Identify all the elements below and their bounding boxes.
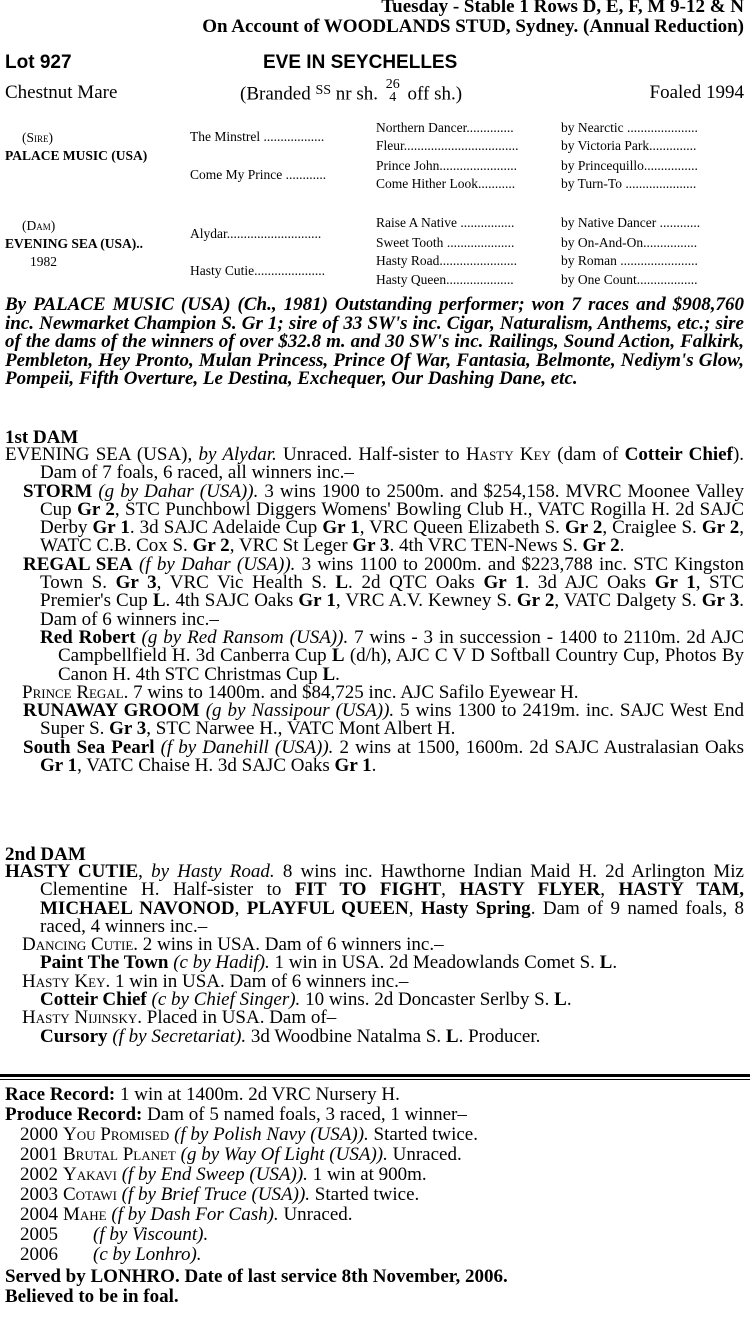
produce-sire: (g by Way Of Light (USA)). [180, 1144, 388, 1165]
served-text: Served by LONHRO. Date of last service 8th November, 2006. [5, 1266, 508, 1287]
progeny-cotteir-chief: Cotteir Chief (c by Chief Singer). 10 wins. 2d Doncaster Serlby S. L. [40, 989, 572, 1011]
pedigree-gg2: Fleur.................................. [376, 138, 519, 153]
first-dam-entry: EVENING SEA (USA), by Alydar. Unraced. Half-sister to Hasty Key (dam of Cotteir Chief). Dam of 7 foals, 6 raced, all winners inc.– [5, 444, 745, 484]
pedigree-gg6: Sweet Tooth .................... [376, 235, 515, 250]
sire-summary: By PALACE MUSIC (USA) (Ch., 1981) Outstanding performer; won 7 races and $908,760 inc. Newmarket Champion S. Gr 1; sire of 33 SW's inc. Cigar, Naturalism, Anthems, etc.; sire of the dams of the winners of over $32.8 m. and 30 SW's inc. Railings, Sound Action, Falkirk, Pembleton, Hey Pronto, Mulan Princess, Prince Of War, Fantasia, Belmonte, Nediym's Glow, Pompeii, Fifth Overture, Le Destina, Exchequer, Our Dashing Dane, etc. [5, 294, 744, 389]
progeny-cursory: Cursory (f by Secretariat). 3d Woodbine Natalma S. L. Producer. [40, 1025, 541, 1047]
sale-header-line2: On Account of WOODLANDS STUD, Sydney. (Annual Reduction) [202, 16, 744, 37]
brand-description [240, 77, 463, 108]
progeny-name: Red Robert [40, 626, 136, 648]
progeny-name: Cotteir Chief [40, 989, 147, 1011]
progeny-south-sea-pearl: South Sea Pearl (f by Danehill (USA)). 2 wins at 1500, 1600m. 2d SAJC Australasian Oaks Gr 1, VATC Chaise H. 3d SAJC Oaks Gr 1. [23, 736, 744, 777]
sale-header-line1: Tuesday - Stable 1 Rows D, E, F, M 9-12 & N [381, 0, 744, 17]
progeny-name: Hasty Key [22, 970, 106, 992]
produce-row [5, 1125, 744, 1145]
produce-record-text: Dam of 5 named foals, 3 raced, 1 winner– [142, 1104, 467, 1125]
progeny-hasty-key: Hasty Key. 1 win in USA. Dam of 6 winners inc.– [22, 970, 409, 992]
second-dam-entry: HASTY CUTIE, by Hasty Road. 8 wins inc. Hawthorne Indian Maid H. 2d Arlington Miz Clementine H. Half-sister to FIT TO FIGHT, HASTY FLYER, HASTY TAM, MICHAEL NAVONOD, PLAYFUL QUEEN, Hasty Spring. Dam of 9 named foals, 8 raced, 4 winners inc.– [5, 861, 745, 937]
race-record-text: 1 win at 1400m. 2d VRC Nursery H. [115, 1084, 400, 1105]
dam-sire: by Hasty Road. [151, 861, 275, 882]
by7-name: by Roman [561, 253, 617, 268]
pedigree-by7: by Roman ....................... [561, 253, 698, 268]
pedigree-gg8: Hasty Queen.................... [376, 272, 514, 287]
gg4-name: Come Hither Look [376, 176, 478, 191]
produce-name: Yakavi [63, 1164, 117, 1185]
progeny-paint-the-town: Paint The Town (c by Hadif). 1 win in USA. 2d Meadowlands Comet S. L. [40, 952, 618, 974]
horse-name: EVE IN SEYCHELLES [263, 52, 458, 73]
produce-note: 1 win at 900m. [307, 1164, 427, 1185]
produce-sire: (f by Dash For Cash). [111, 1204, 279, 1225]
brand-number [386, 78, 400, 104]
by2-name: by Victoria Park [561, 138, 650, 153]
produce-name: Cotawi [63, 1184, 117, 1205]
gg2-name: Fleur [376, 138, 404, 153]
relative-name: Cotteir Chief [624, 444, 733, 465]
pedigree-by4: by Turn-To ..................... [561, 176, 697, 191]
dam-name: EVENING SEA (USA).. [5, 236, 144, 251]
progeny-red-robert: Red Robert (g by Red Ransom (USA)). 7 wins - 3 in succession - 1400 to 2110m. 2d AJC Campbellfield H. 3d Canberra Cup L (d/h), AJC C V D Softball Country Cup, Photos By Canon H. 4th STC Christmas Cup L. [40, 626, 744, 685]
progeny-name: RUNAWAY GROOM [23, 700, 200, 722]
second-dam-section [5, 863, 744, 1046]
progeny-sire: (f by Secretariat). [112, 1025, 247, 1047]
half-sister-ref: Hasty Key [465, 444, 551, 465]
g4-name: Hasty Cutie [190, 263, 255, 278]
gg5-name: Raise A Native [376, 215, 457, 230]
brand-suffix: off sh.) [407, 83, 463, 105]
lot-title-row [5, 52, 744, 76]
g1-name: The Minstrel [190, 129, 261, 144]
progeny-name: REGAL SEA [23, 553, 133, 575]
dam-label: (Dam) [22, 218, 56, 233]
lot-info-row [5, 78, 744, 108]
pedigree-gg3: Prince John....................... [376, 158, 517, 173]
progeny-regal-sea: REGAL SEA (f by Dahar (USA)). 3 wins 1100 to 2000m. and $223,788 inc. STC Kingston Town S. Gr 3, VRC Vic Health S. L. 2d QTC Oaks Gr 1. 3d AJC Oaks Gr 1, STC Premier's Cup L. 4th SAJC Oaks Gr 1, VRC A.V. Kewney S. Gr 2, VATC Dalgety S. Gr 3. Dam of 6 winners inc.– [23, 553, 745, 630]
progeny-name: Dancing Cutie [22, 934, 134, 956]
pedigree-gg7: Hasty Road....................... [376, 253, 517, 268]
dam-sire: by Alydar. [198, 444, 277, 465]
g3-name: Alydar [190, 226, 227, 241]
produce-year: 2003 [20, 1184, 58, 1205]
pedigree-by2: by Victoria Park.............. [561, 138, 697, 153]
produce-name: You Promised [63, 1124, 170, 1145]
dam-year: 1982 [30, 254, 57, 269]
produce-row [5, 1185, 744, 1205]
sire-name: PALACE MUSIC (USA) [5, 148, 148, 163]
dam-name: EVENING SEA (USA) [5, 444, 188, 465]
produce-row [5, 1245, 744, 1265]
progeny-name: Cursory [40, 1025, 108, 1047]
brand-num-top: 26 [385, 77, 400, 92]
pedigree-by3: by Princequillo................ [561, 158, 698, 173]
produce-year: 2004 [20, 1204, 58, 1225]
brand-prefix: (Branded [240, 83, 311, 105]
first-dam-section [5, 446, 744, 775]
produce-year: 2006 [20, 1244, 58, 1265]
pedigree-g4: Hasty Cutie..................... [190, 263, 325, 278]
produce-year: 2001 [20, 1144, 58, 1165]
g2-name: Come My Prince [190, 167, 283, 182]
brand-mark: SS [315, 82, 332, 98]
produce-row [5, 1145, 744, 1165]
produce-note: Unraced. [278, 1204, 353, 1225]
gg6-name: Sweet Tooth [376, 235, 444, 250]
lot-number: Lot 927 [5, 52, 72, 73]
progeny-name: Paint The Town [40, 952, 169, 974]
produce-sire: (f by End Sweep (USA)). [121, 1164, 308, 1185]
produce-note: Started twice. [368, 1124, 478, 1145]
race-record-label: Race Record: [5, 1084, 116, 1105]
by1-name: by Nearctic [561, 120, 624, 135]
produce-year: 2000 [20, 1124, 58, 1145]
race-record [5, 1085, 744, 1105]
produce-sire: (f by Polish Navy (USA)). [174, 1124, 369, 1145]
pedigree-by6: by On-And-On................ [561, 235, 698, 250]
pedigree-g1: The Minstrel .................. [190, 129, 325, 144]
second-dam-heading: 2nd DAM [5, 844, 86, 865]
pedigree-gg4: Come Hither Look........... [376, 176, 516, 191]
progeny-sire: (f by Dahar (USA)). [138, 553, 296, 575]
progeny-dancing-cutie: Dancing Cutie. 2 wins in USA. Dam of 6 winners inc.– [22, 934, 444, 956]
progeny-sire: (g by Red Ransom (USA)). [141, 626, 349, 648]
produce-note: Started twice. [310, 1184, 420, 1205]
progeny-name: Prince Regal [22, 681, 124, 703]
progeny-runaway-groom: RUNAWAY GROOM (g by Nassipour (USA)). 5 wins 1300 to 2419m. inc. SAJC West End Super S. Gr 3, STC Narwee H., VATC Mont Albert H. [23, 700, 744, 740]
produce-sire: (c by Lonhro). [93, 1244, 202, 1265]
first-dam-heading: 1st DAM [5, 427, 79, 448]
foaled-year: Foaled 1994 [649, 82, 744, 103]
records-section [5, 1085, 744, 1307]
progeny-sire: (c by Hadif). [173, 952, 270, 974]
by6-name: by On-And-On [561, 235, 644, 250]
progeny-sire: (f by Danehill (USA)). [160, 736, 334, 758]
progeny-sire: (g by Dahar (USA)). [98, 480, 259, 502]
produce-record [5, 1105, 744, 1125]
pedigree-gg5: Raise A Native ................ [376, 215, 515, 230]
progeny-name: STORM [23, 480, 93, 502]
produce-sire: (f by Viscount). [93, 1224, 209, 1245]
produce-row [5, 1225, 744, 1245]
progeny-hasty-nijinsky: Hasty Nijinsky. Placed in USA. Dam of– [22, 1007, 337, 1029]
produce-record-label: Produce Record: [5, 1104, 143, 1125]
produce-name: Brutal Planet [63, 1144, 176, 1165]
gg1-name: Northern Dancer [376, 120, 467, 135]
produce-note: Unraced. [387, 1144, 462, 1165]
divider-thin [0, 1079, 750, 1080]
pedigree-g3: Alydar............................ [190, 226, 322, 241]
dam-name: HASTY CUTIE [5, 861, 139, 882]
foal-note [5, 1287, 744, 1307]
service-note [5, 1267, 744, 1287]
brand-mid: nr sh. [335, 83, 379, 105]
progeny-prince-regal: Prince Regal. 7 wins to 1400m. and $84,725 inc. AJC Safilo Eyewear H. [22, 681, 579, 703]
pedigree-g2: Come My Prince ............ [190, 167, 327, 182]
progeny-sire: (g by Nassipour (USA)). [205, 700, 395, 722]
brand-num-bottom: 4 [389, 90, 397, 105]
progeny-sire: (c by Chief Singer). [151, 989, 301, 1011]
pedigree-by1: by Nearctic ..................... [561, 120, 698, 135]
progeny-name: Hasty Nijinsky [22, 1007, 138, 1029]
gg3-name: Prince John [376, 158, 440, 173]
produce-year: 2002 [20, 1164, 58, 1185]
produce-year: 2005 [20, 1224, 58, 1245]
pedigree-by8: by One Count.................. [561, 272, 698, 287]
by4-name: by Turn-To [561, 176, 622, 191]
by8-name: by One Count [561, 272, 637, 287]
pedigree-gg1: Northern Dancer.............. [376, 120, 514, 135]
pedigree-by5: by Native Dancer ............ [561, 215, 701, 230]
divider-thick [0, 1074, 750, 1077]
gg7-name: Hasty Road [376, 253, 440, 268]
gg8-name: Hasty Queen [376, 272, 447, 287]
horse-sex: Chestnut Mare [5, 82, 118, 103]
progeny-name: South Sea Pearl [23, 736, 155, 758]
progeny-storm: STORM (g by Dahar (USA)). 3 wins 1900 to 2500m. and $254,158. MVRC Moonee Valley Cup Gr 2, STC Punchbowl Diggers Womens' Bowling Club H., VATC Rogilla H. 2d SAJC Derby Gr 1. 3d SAJC Adelaide Cup Gr 1, VRC Queen Elizabeth S. Gr 2, Craiglee S. Gr 2, WATC C.B. Cox S. Gr 2, VRC St Leger Gr 3. 4th VRC TEN-News S. Gr 2. [23, 480, 744, 557]
by5-name: by Native Dancer [561, 215, 657, 230]
produce-row [5, 1205, 744, 1225]
produce-sire: (f by Brief Truce (USA)). [121, 1184, 311, 1205]
produce-row [5, 1165, 744, 1185]
produce-list [5, 1125, 744, 1265]
produce-name: Mahe [63, 1204, 107, 1225]
by3-name: by Princequillo [561, 158, 644, 173]
foal-text: Believed to be in foal. [5, 1286, 179, 1307]
sire-label: (Sire) [22, 130, 53, 145]
